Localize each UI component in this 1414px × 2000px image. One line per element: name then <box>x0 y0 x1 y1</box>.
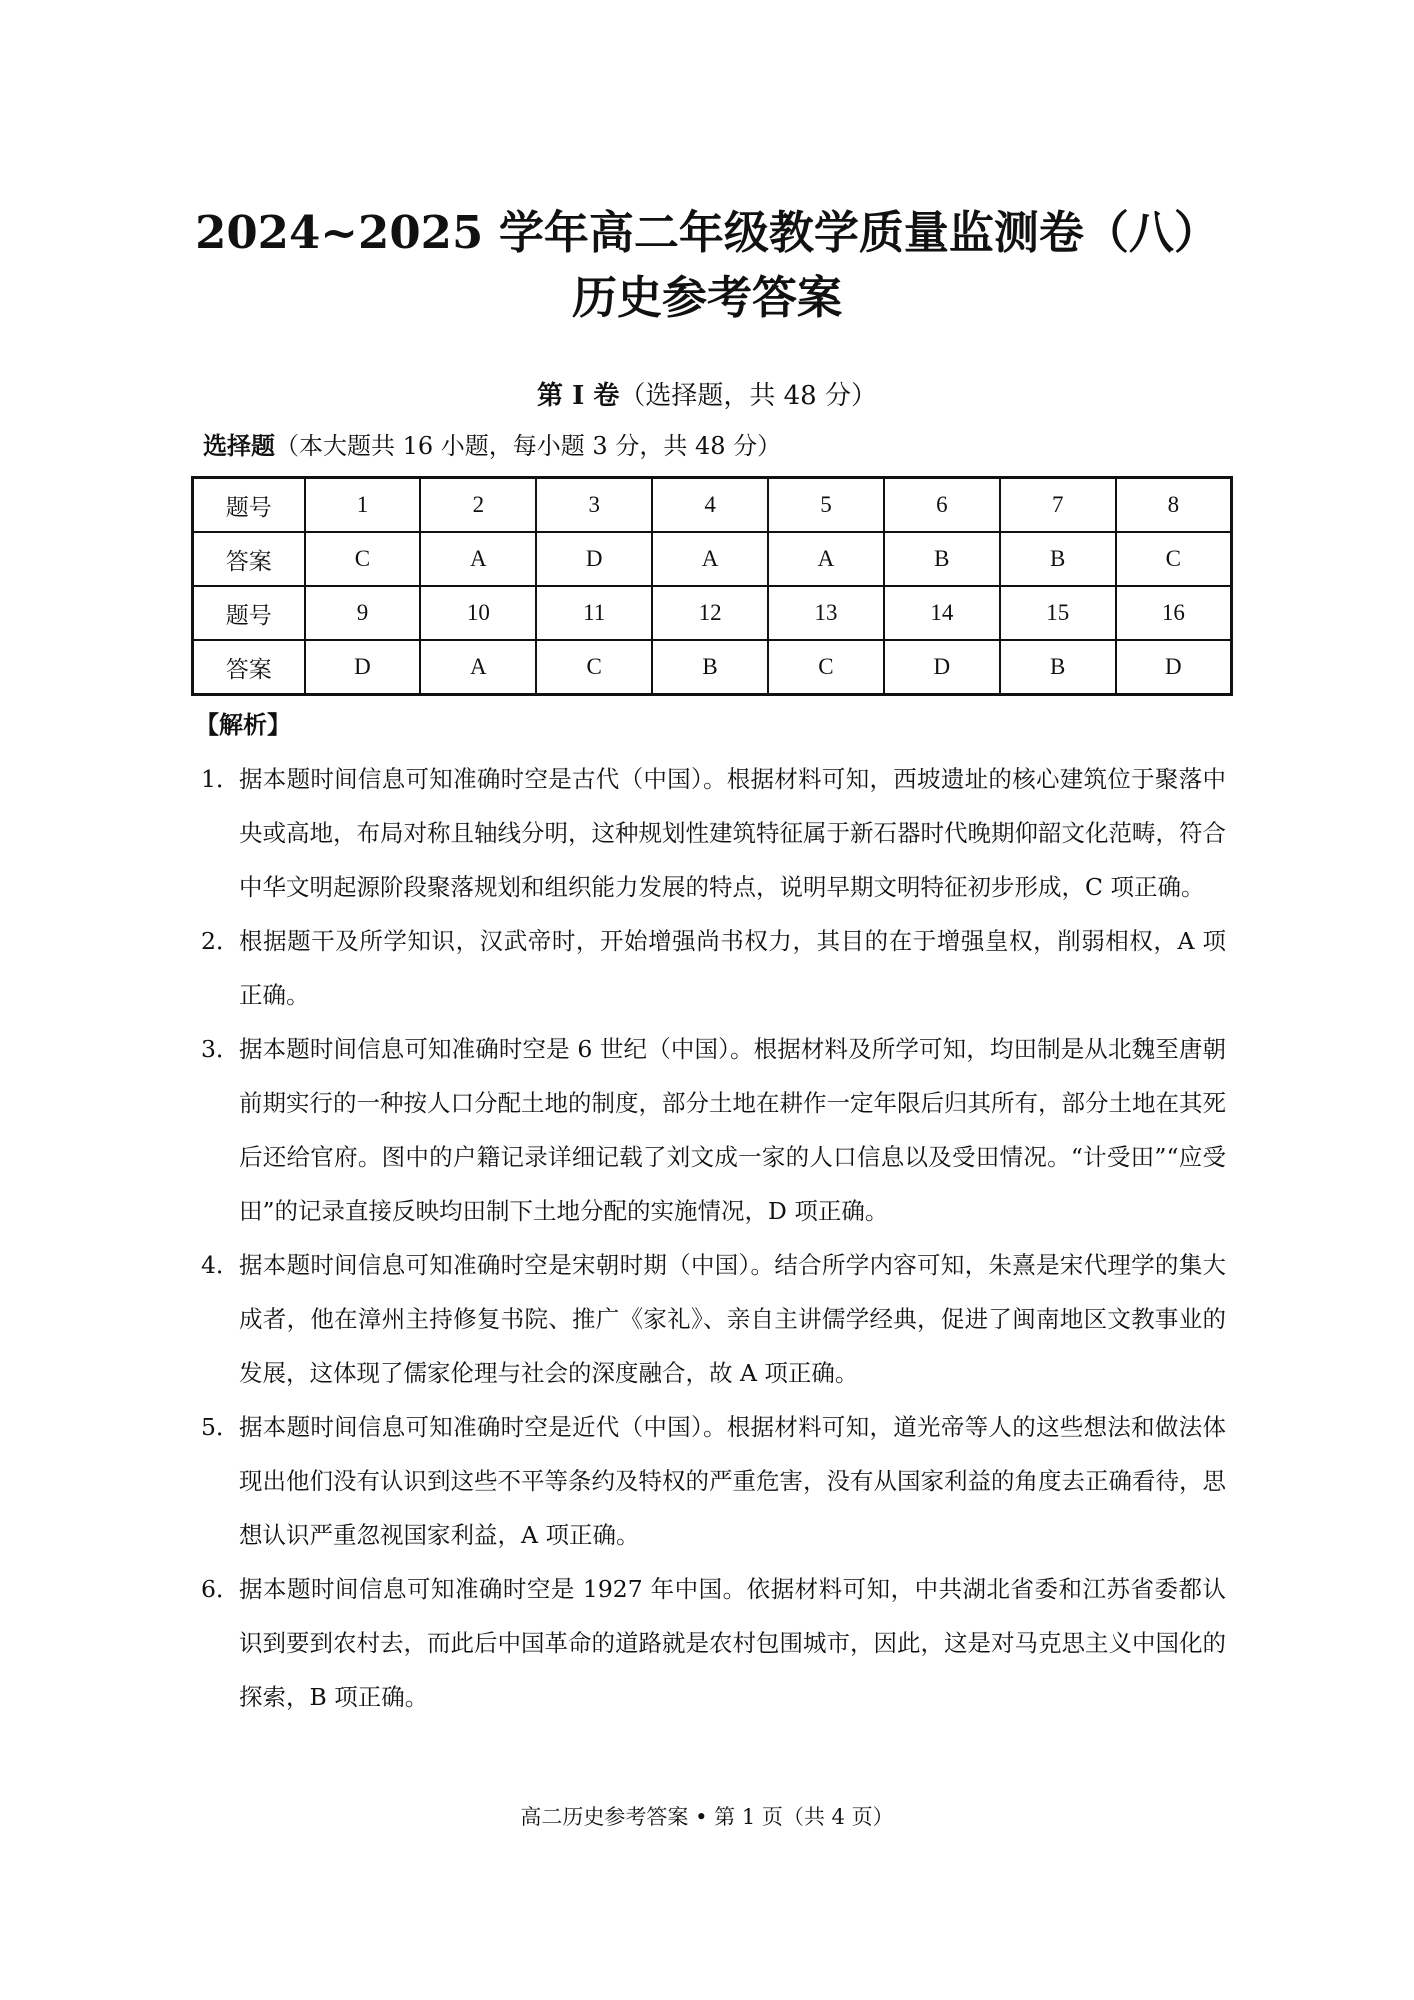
answer-table-row-header: 题号 <box>193 586 305 640</box>
answer-table-cell: B <box>1000 640 1116 695</box>
section-title <box>0 378 1414 414</box>
answer-table-cell: C <box>768 640 884 695</box>
answer-table-cell: A <box>768 532 884 586</box>
document-title: 2024~2025 学年高二年级教学质量监测卷（八） <box>195 206 1219 259</box>
analysis-item-text: 据本题时间信息可知准确时空是 6 世纪（中国）。根据材料及所学可知，均田制是从北魏至唐朝前期实行的一种按人口分配土地的制度，部分土地在耕作一定年限后归其所有，部分土地在其死后还给官府。图中的户籍记录详细记载了刘文成一家的人口信息以及受田情况。“计受田”“应受田”的记录直接反映均田制下土地分配的实施情况，D 项正确。 <box>239 1035 1226 1225</box>
analysis-item-text: 据本题时间信息可知准确时空是 1927 年中国。依据材料可知，中共湖北省委和江苏省委都认识到要到农村去，而此后中国革命的道路就是农村包围城市，因此，这是对马克思主义中国化的探索，B 项正确。 <box>239 1575 1226 1711</box>
answer-table-cell: 13 <box>768 586 884 640</box>
analysis-item <box>201 914 1226 1022</box>
choice-intro <box>203 429 781 463</box>
answer-table-cell: A <box>652 532 768 586</box>
analysis-item <box>201 752 1226 914</box>
answer-table-cell: 15 <box>1000 586 1116 640</box>
analysis-item-text: 据本题时间信息可知准确时空是宋朝时期（中国）。结合所学内容可知，朱熹是宋代理学的集大成者，他在漳州主持修复书院、推广《家礼》、亲自主讲儒学经典，促进了闽南地区文教事业的发展，这体现了儒家伦理与社会的深度融合，故 A 项正确。 <box>239 1251 1226 1387</box>
analysis-item-text: 根据题干及所学知识，汉武帝时，开始增强尚书权力，其目的在于增强皇权，削弱相权，A 项正确。 <box>239 927 1226 1009</box>
answer-table-row <box>193 532 1232 586</box>
choice-intro-label: 选择题 <box>203 431 275 460</box>
analysis-item <box>201 1562 1226 1724</box>
answer-table-row <box>193 478 1232 533</box>
answer-table-cell: B <box>884 532 1000 586</box>
answer-table-cell: 16 <box>1116 586 1232 640</box>
analysis-item-number: 1． <box>201 765 240 793</box>
page-footer: 高二历史参考答案 • 第 1 页（共 4 页） <box>520 1805 894 1829</box>
answer-table-cell: 6 <box>884 478 1000 533</box>
answer-table-row-header: 题号 <box>193 478 305 533</box>
answer-table-row-header: 答案 <box>193 640 305 695</box>
answer-table-cell: 1 <box>305 478 421 533</box>
answer-table-cell: 4 <box>652 478 768 533</box>
analysis-item-number: 2． <box>201 927 240 955</box>
answer-table-cell: 2 <box>420 478 536 533</box>
analysis-item-number: 6． <box>201 1575 240 1603</box>
answer-table-cell: 3 <box>536 478 652 533</box>
answer-table-row <box>193 640 1232 695</box>
analysis-item-number: 3． <box>201 1035 240 1063</box>
answer-table-cell: A <box>420 532 536 586</box>
answer-table-cell: 8 <box>1116 478 1232 533</box>
answer-table-cell: D <box>1116 640 1232 695</box>
answer-table-cell: 12 <box>652 586 768 640</box>
analysis-item <box>201 1022 1226 1238</box>
answer-table-cell: 7 <box>1000 478 1116 533</box>
answer-table-cell: C <box>1116 532 1232 586</box>
analysis-item-number: 4． <box>201 1251 240 1279</box>
section-title-bold: 第 I 卷 <box>537 381 620 411</box>
answer-table-cell: C <box>536 640 652 695</box>
answer-table-cell: 5 <box>768 478 884 533</box>
choice-intro-desc: （本大题共 16 小题，每小题 3 分，共 48 分） <box>275 432 782 460</box>
analysis-item-number: 5． <box>201 1413 240 1441</box>
answer-table-cell: 10 <box>420 586 536 640</box>
answer-table-cell: D <box>536 532 652 586</box>
answer-table-cell: 14 <box>884 586 1000 640</box>
section-title-rest: （选择题，共 48 分） <box>619 381 877 411</box>
analysis-item <box>201 1400 1226 1562</box>
analysis-item-text: 据本题时间信息可知准确时空是古代（中国）。根据材料可知，西坡遗址的核心建筑位于聚落中央或高地，布局对称且轴线分明，这种规划性建筑特征属于新石器时代晚期仰韶文化范畴，符合中华文明起源阶段聚落规划和组织能力发展的特点，说明早期文明特征初步形成，C 项正确。 <box>239 765 1226 901</box>
answer-table-row <box>193 586 1232 640</box>
answer-table-cell: 11 <box>536 586 652 640</box>
answer-table-cell: B <box>652 640 768 695</box>
answer-table-cell: 9 <box>305 586 421 640</box>
analysis-item <box>201 1238 1226 1400</box>
answer-table <box>191 476 1233 696</box>
answer-table-cell: C <box>305 532 421 586</box>
answer-table-cell: D <box>884 640 1000 695</box>
analysis-list <box>201 752 1226 1724</box>
answer-table-cell: D <box>305 640 421 695</box>
answer-table-row-header: 答案 <box>193 532 305 586</box>
document-subtitle: 历史参考答案 <box>571 271 842 324</box>
answer-table-cell: A <box>420 640 536 695</box>
answer-table-cell: B <box>1000 532 1116 586</box>
analysis-item-text: 据本题时间信息可知准确时空是近代（中国）。根据材料可知，道光帝等人的这些想法和做法体现出他们没有认识到这些不平等条约及特权的严重危害，没有从国家利益的角度去正确看待，思想认识严重忽视国家利益，A 项正确。 <box>239 1413 1226 1549</box>
analysis-heading: 【解析】 <box>195 710 291 739</box>
